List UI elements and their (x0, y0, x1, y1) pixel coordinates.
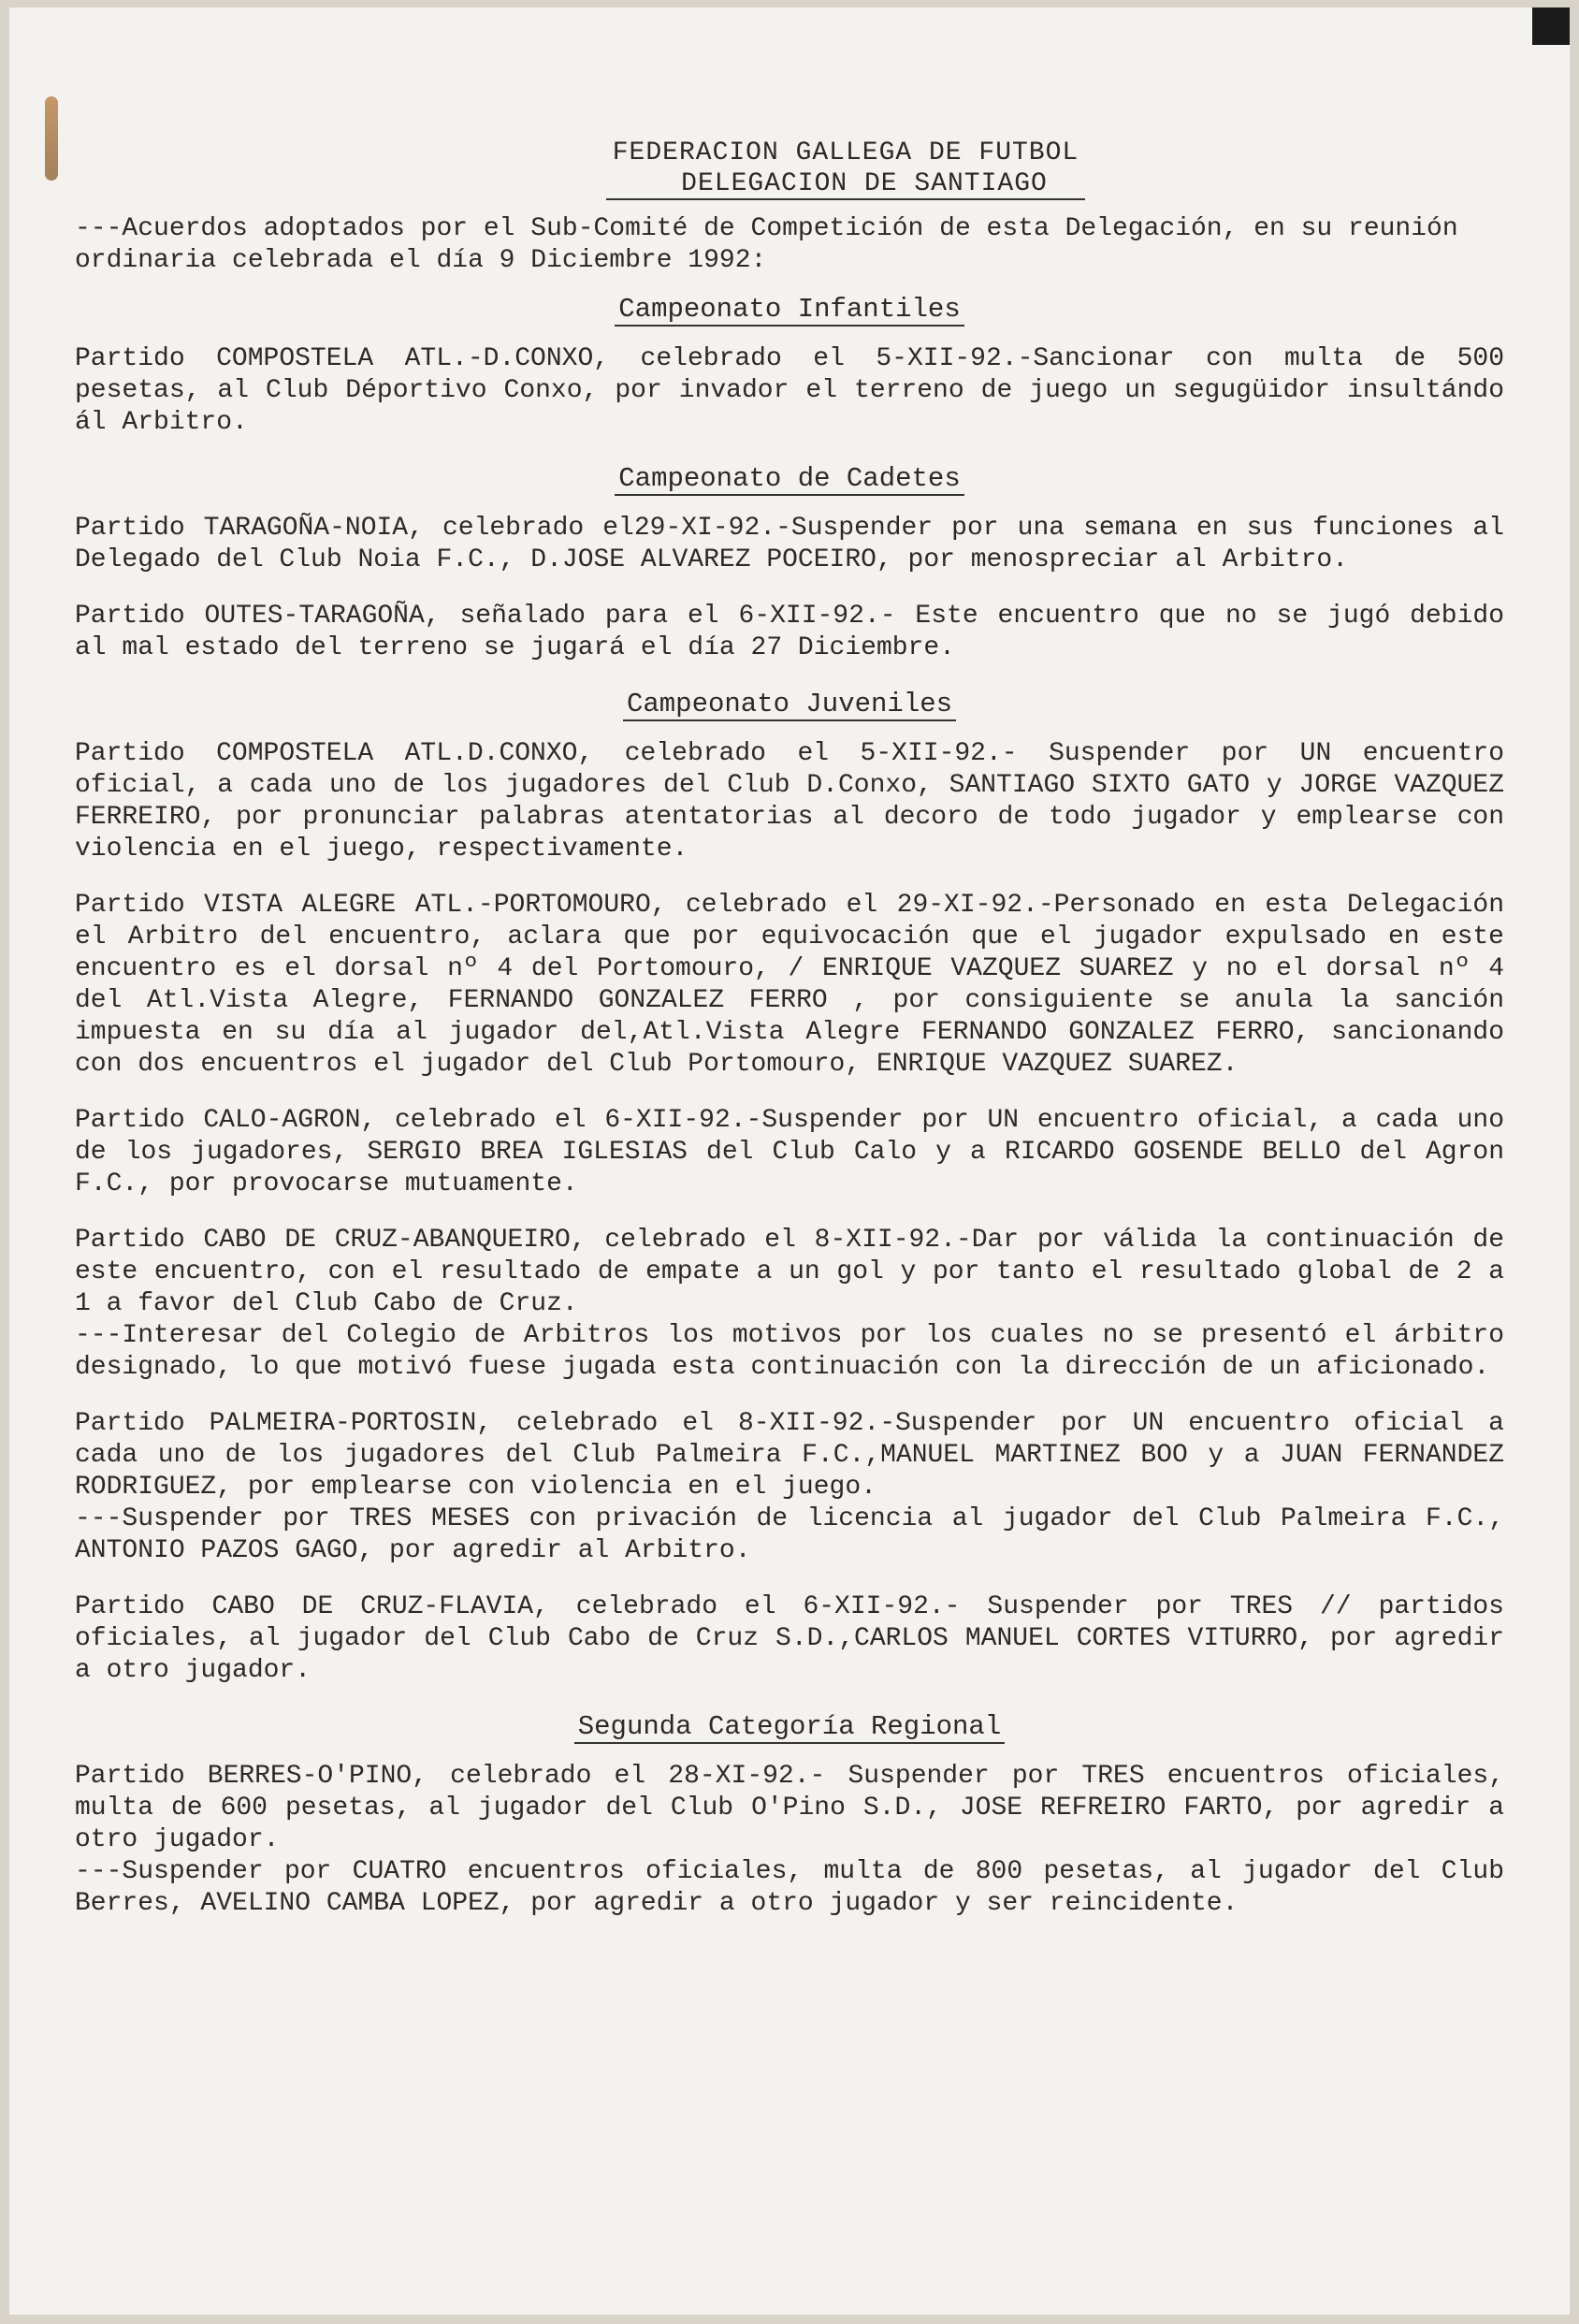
organization-name: FEDERACION GALLEGA DE FUTBOL (612, 138, 1079, 167)
binder-hole-mark (45, 96, 58, 181)
section-title-text: Campeonato de Cadetes (615, 463, 963, 496)
delegation-name: DELEGACION DE SANTIAGO (606, 169, 1085, 200)
ruling-paragraph: Partido COMPOSTELA ATL.-D.CONXO, celebrado el 5-XII-92.-Sancionar con multa de 500 pesetas, al Club Déportivo Conxo, por invador el terreno de juego un segugüidor insultándo ál Arbitro. (75, 344, 1520, 437)
section-title (75, 463, 1504, 494)
section-title (75, 1711, 1504, 1742)
intro-paragraph: ---Acuerdos adoptados por el Sub-Comité de Competición de esta Delegación, en su reunión ordinaria celebrada el día 9 Diciembre 1992: (75, 214, 1458, 275)
document-header (187, 138, 1504, 200)
section-title-text: Campeonato Infantiles (615, 294, 963, 327)
section-title-text: Segunda Categoría Regional (574, 1711, 1005, 1744)
section-title-text: Campeonato Juveniles (623, 689, 956, 721)
ruling-paragraph: Partido TARAGOÑA-NOIA, celebrado el29-XI-92.-Suspender por una semana en sus funciones al Delegado del Club Noia F.C., D.JOSE ALVAREZ POCEIRO, por menospreciar al Arbitro. (75, 514, 1520, 574)
ruling-paragraph: Partido VISTA ALEGRE ATL.-PORTOMOURO, celebrado el 29-XI-92.-Personado en esta Delegación el Arbitro del encuentro, aclara que por equivocación que el jugador expulsado en este encuentro es el dorsal nº 4 del Portomouro, / ENRIQUE VAZQUEZ SUAREZ y no el dorsal nº 4 del Atl.Vista Alegre, FERNANDO GONZALEZ FERRO , por consiguiente se anula la sanción impuesta en su día al jugador del,Atl.Vista Alegre FERNANDO GONZALEZ FERRO, sancionando con dos encuentros el jugador del Club Portomouro, ENRIQUE VAZQUEZ SUAREZ. (75, 891, 1520, 1079)
section-cadetes (75, 463, 1520, 664)
ruling-paragraph: Partido BERRES-O'PINO, celebrado el 28-XI-92.- Suspender por TRES encuentros oficiales, multa de 600 pesetas, al jugador del Club O'Pino S.D., JOSE REFREIRO FARTO, por agredir a otro jugador. ---Suspender por CUATRO encuentros oficiales, multa de 800 pesetas, al jugador del Club Berres, AVELINO CAMBA LOPEZ, por agredir a otro jugador y ser reincidente. (75, 1762, 1504, 1918)
ruling-paragraph: Partido COMPOSTELA ATL.D.CONXO, celebrado el 5-XII-92.- Suspender por UN encuentro oficial, a cada uno de los jugadores del Club D.Conxo, SANTIAGO SIXTO GATO y JORGE VAZQUEZ FERREIRO, por pronunciar palabras atentatorias al decoro de todo jugador y emplearse con violencia en el juego, respectivamente. (75, 739, 1520, 864)
ruling-paragraph: Partido CABO DE CRUZ-FLAVIA, celebrado el 6-XII-92.- Suspender por TRES // partidos oficiales, al jugador del Club Cabo de Cruz S.D.,CARLOS MANUEL CORTES VITURRO, por agredir a otro jugador. (75, 1592, 1520, 1685)
section-juveniles (75, 689, 1520, 1687)
section-title (75, 294, 1504, 325)
ruling-paragraph: Partido PALMEIRA-PORTOSIN, celebrado el 8-XII-92.-Suspender por UN encuentro oficial a cada uno de los jugadores del Club Palmeira F.C.,MANUEL MARTINEZ BOO y a JUAN FERNANDEZ RODRIGUEZ, por emplearse con violencia en el juego. ---Suspender por TRES MESES con privación de licencia al jugador del Club Palmeira F.C., ANTONIO PAZOS GAGO, por agredir al Arbitro. (75, 1409, 1504, 1565)
document-page (9, 7, 1570, 2315)
ruling-paragraph: Partido CALO-AGRON, celebrado el 6-XII-92.-Suspender por UN encuentro oficial, a cada uno de los jugadores, SERGIO BREA IGLESIAS del Club Calo y a RICARDO GOSENDE BELLO del Agron F.C., por provocarse mutuamente. (75, 1106, 1520, 1198)
ruling-paragraph: Partido OUTES-TARAGOÑA, señalado para el 6-XII-92.- Este encuentro que no se jugó debido al mal estado del terreno se jugará el día 27 Diciembre. (75, 602, 1520, 662)
corner-mark (1532, 7, 1570, 45)
ruling-paragraph: Partido CABO DE CRUZ-ABANQUEIRO, celebrado el 8-XII-92.-Dar por válida la continuación de este encuentro, con el resultado de empate a un gol y por tanto el resultado global de 2 a 1 a favor del Club Cabo de Cruz. ---Interesar del Colegio de Arbitros los motivos por los cuales no se presentó el árbitro designado, lo que motivó fuese jugada esta continuación con la dirección de un aficionado. (75, 1226, 1504, 1382)
section-title (75, 689, 1504, 719)
section-segunda-regional (75, 1711, 1504, 1920)
section-infantiles (75, 294, 1520, 439)
